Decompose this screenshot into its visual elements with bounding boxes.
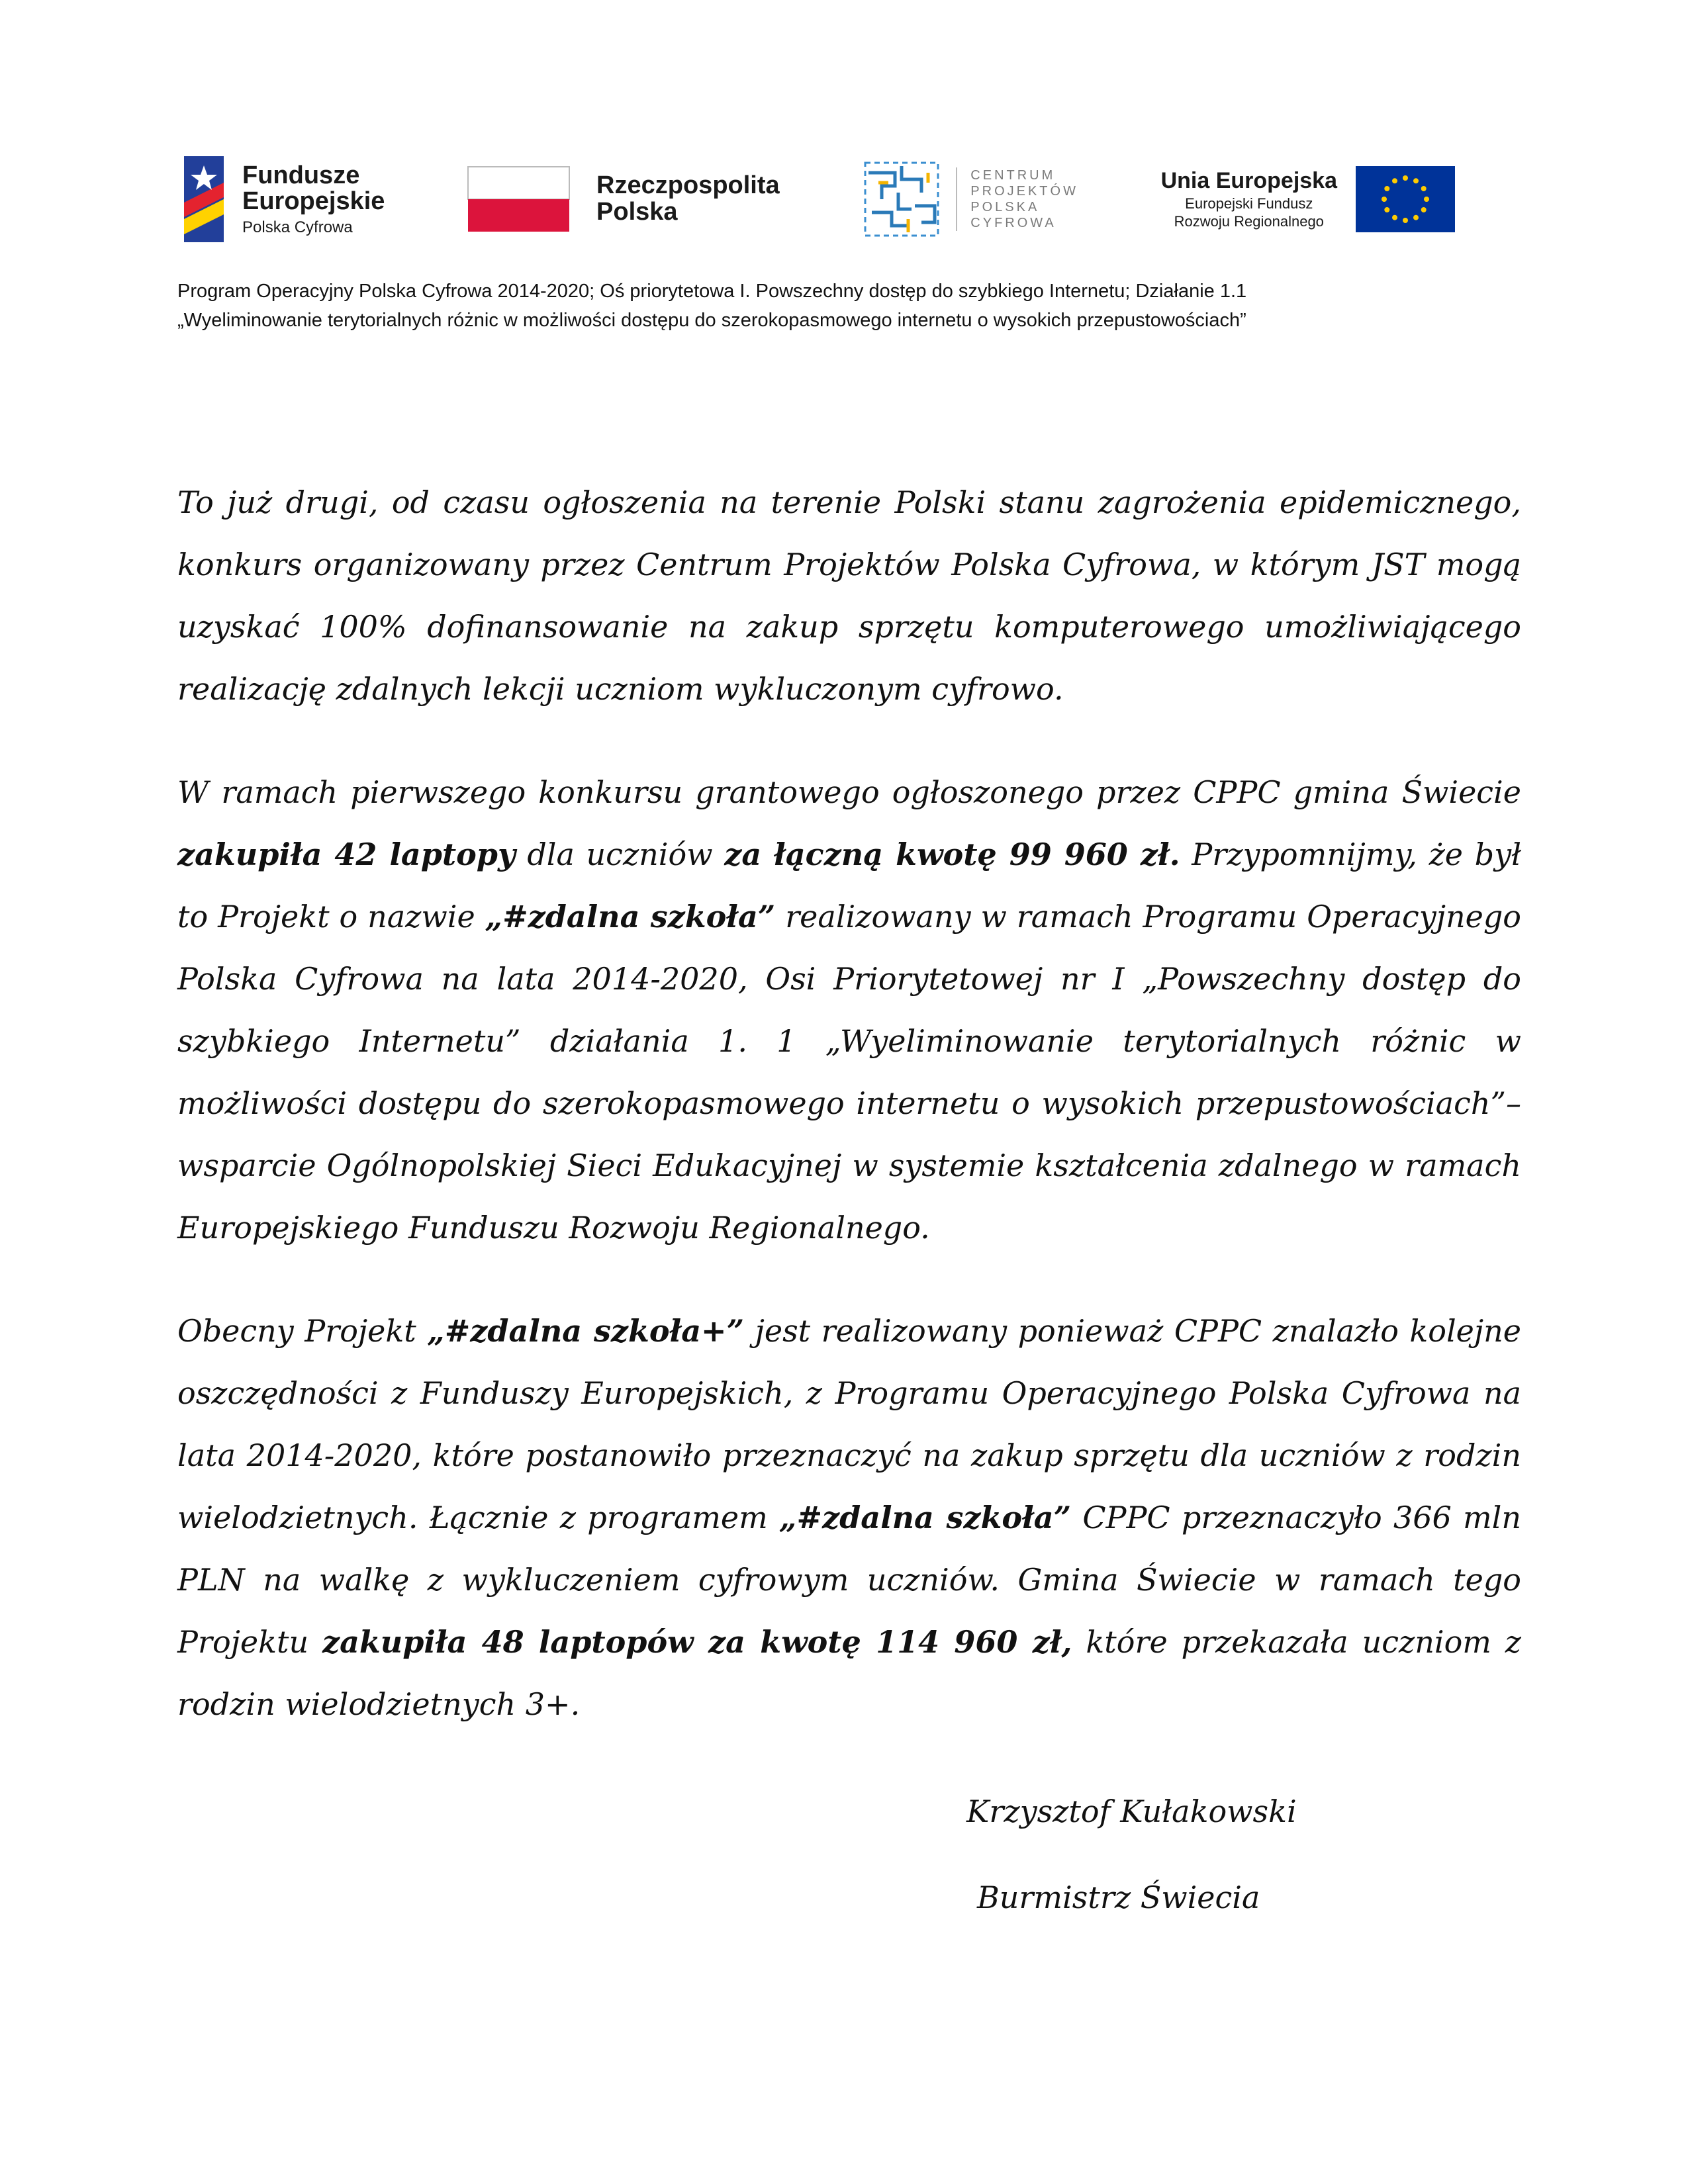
ue-line2: Europejski Fundusz — [1185, 195, 1313, 212]
eu-star-icon — [1384, 207, 1389, 212]
paragraph-3 — [177, 1300, 1521, 1735]
p3-bold-3: zakupiła 48 laptopów za kwotę 114 960 zł, — [322, 1624, 1072, 1660]
eu-star-icon — [1413, 178, 1419, 183]
header-line1: Program Operacyjny Polska Cyfrowa 2014-2020; Oś priorytetowa I. Powszechny dostęp do szybkiego Internetu; Działanie 1.1 — [177, 281, 1247, 302]
cppc-line2: PROJEKTÓW — [970, 184, 1078, 199]
polish-flag-icon — [467, 166, 570, 232]
paragraph-1: To już drugi, od czasu ogłoszenia na terenie Polski stanu zagrożenia epidemicznego, konkurs organizowany przez Centrum Projektów Polska Cyfrowa, w którym JST mogą uzyskać 100% dofinansowanie na zakup sprzętu komputerowego umożliwiającego realizację zdalnych lekcji uczniom wykluczonym cyfrowo. — [177, 484, 1521, 707]
eu-star-icon — [1424, 197, 1429, 202]
p3-text-4: które przekazała uczniom z rodzin wielodzietnych 3+. — [177, 1624, 1521, 1722]
p2-text-1: W ramach pierwszego konkursu grantowego ogłoszonego przez CPPC gmina Świecie — [177, 774, 1521, 810]
signature-title: Burmistrz Świecia — [977, 1880, 1260, 1915]
ue-line3: Rozwoju Regionalnego — [1174, 212, 1324, 230]
eu-star-icon — [1421, 186, 1427, 191]
logo-bar — [177, 136, 1455, 262]
cppc-maze-icon — [862, 159, 941, 239]
article-body — [177, 471, 1521, 1776]
paragraph-2 — [177, 761, 1521, 1259]
rzeczpospolita-logo — [467, 140, 780, 259]
ue-line1: Unia Europejska — [1160, 168, 1337, 194]
fundusze-europejskie-logo — [177, 140, 385, 259]
eu-star-icon — [1392, 178, 1397, 183]
p3-text-2: jest realizowany ponieważ CPPC znalazło kolejne oszczędności z Funduszy Europejskich, z Programu Operacyjnego Polska Cyfrowa na lata 2014-2020, które postanowiło przeznaczyć na zakup sprzętu dla uczniów z rodzin wielodzietnych. Łącznie z programem — [177, 1313, 1522, 1535]
eu-star-icon — [1421, 207, 1427, 212]
fe-line1: Fundusze — [242, 161, 360, 189]
eu-star-icon — [1403, 218, 1408, 223]
p2-text-4: realizowany w ramach Programu Operacyjnego Polska Cyfrowa na lata 2014-2020, Osi Priorytetowej nr I „Powszechny dostęp do szybkiego Internetu” działania 1. 1 „Wyeliminowanie terytorialnych różnic w możliwości dostępu do szerokopasmowego internetu o wysokich przepustowościach”– wsparcie Ogólnopolskiej Sieci Edukacyjnej w systemie kształcenia zdalnego w ramach Europejskiego Funduszu Rozwoju Regionalnego. — [177, 899, 1522, 1246]
signature-block — [966, 1794, 1297, 1966]
p2-text-3: Przypomnijmy, że był to Projekt o nazwie — [177, 837, 1521, 934]
cppc-line4: CYFROWA — [970, 216, 1056, 230]
cppc-logo — [862, 140, 1078, 259]
cppc-line3: POLSKA — [970, 200, 1040, 214]
unia-europejska-logo — [1161, 140, 1455, 259]
signature-name: Krzysztof Kułakowski — [966, 1794, 1297, 1829]
p3-bold-2: „#zdalna szkoła” — [779, 1500, 1072, 1535]
eu-flag-icon — [1356, 166, 1455, 232]
eu-star-icon — [1403, 175, 1408, 181]
p3-text-1: Obecny Projekt — [177, 1313, 428, 1349]
fe-line2: Europejskie — [242, 187, 385, 216]
header-line2: „Wyeliminowanie terytorialnych różnic w możliwości dostępu do szerokopasmowego internetu o wysokich przepustowościach” — [177, 310, 1246, 331]
rp-line1: Rzeczpospolita — [596, 171, 780, 200]
eu-star-icon — [1382, 197, 1387, 202]
eu-star-icon — [1384, 186, 1389, 191]
fundusze-europejskie-emblem-icon — [177, 156, 230, 242]
fe-line3: Polska Cyfrowa — [242, 218, 353, 237]
p2-text-2: dla uczniów — [515, 837, 725, 872]
p2-bold-2: za łączną kwotę 99 960 zł. — [724, 837, 1180, 872]
eu-star-icon — [1413, 215, 1419, 220]
p3-text-3: CPPC przeznaczyło 366 mln PLN na walkę z wykluczeniem cyfrowym uczniów. Gmina Świecie w ramach tego Projektu — [177, 1500, 1521, 1660]
p2-bold-3: „#zdalna szkoła” — [485, 899, 776, 934]
p3-bold-1: „#zdalna szkoła+” — [427, 1313, 745, 1349]
program-header — [177, 277, 1495, 335]
p2-bold-1: zakupiła 42 laptopy — [177, 837, 516, 872]
cppc-line1: CENTRUM — [970, 168, 1056, 183]
rp-line2: Polska — [596, 198, 678, 226]
eu-star-icon — [1392, 215, 1397, 220]
